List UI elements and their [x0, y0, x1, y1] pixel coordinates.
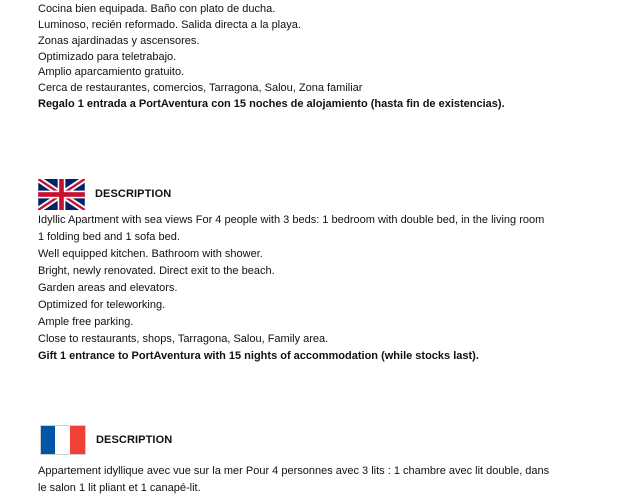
spanish-line: Luminoso, recién reformado. Salida directa a la playa.: [38, 19, 301, 31]
english-line: Bright, newly renovated. Direct exit to the beach.: [38, 265, 275, 277]
english-heading-row: [38, 177, 171, 211]
english-gift-line: Gift 1 entrance to PortAventura with 15 nights of accommodation (while stocks last).: [38, 350, 479, 362]
english-line: Close to restaurants, shops, Tarragona, Salou, Family area.: [38, 333, 329, 345]
french-heading-row: [40, 423, 172, 457]
spanish-line: Cocina bien equipada. Baño con plato de ducha.: [38, 3, 276, 15]
english-heading: DESCRIPTION: [95, 188, 172, 200]
english-line: 1 folding bed and 1 sofa bed.: [38, 231, 180, 243]
spanish-gift-line: Regalo 1 entrada a PortAventura con 15 noches de alojamiento (hasta fin de existencias).: [38, 98, 505, 110]
french-line: Appartement idyllique avec vue sur la mer Pour 4 personnes avec 3 lits : 1 chambre avec lit double, dans: [38, 465, 550, 477]
french-line: le salon 1 lit pliant et 1 canapé-lit.: [38, 482, 201, 494]
english-line: Optimized for teleworking.: [38, 299, 166, 311]
english-line: Well equipped kitchen. Bathroom with shower.: [38, 248, 263, 260]
english-line: Garden areas and elevators.: [38, 282, 178, 294]
spanish-line: Cerca de restaurantes, comercios, Tarragona, Salou, Zona familiar: [38, 82, 363, 94]
spanish-line: Zonas ajardinadas y ascensores.: [38, 35, 200, 47]
france-flag-icon: [40, 425, 86, 455]
french-heading: DESCRIPTION: [96, 434, 173, 446]
spanish-line: Optimizado para teletrabajo.: [38, 51, 177, 63]
spanish-line: Amplio aparcamiento gratuito.: [38, 66, 185, 78]
english-line: Ample free parking.: [38, 316, 134, 328]
uk-flag-icon: [38, 179, 85, 210]
english-line: Idyllic Apartment with sea views For 4 people with 3 beds: 1 bedroom with double bed, in the living room: [38, 214, 545, 226]
